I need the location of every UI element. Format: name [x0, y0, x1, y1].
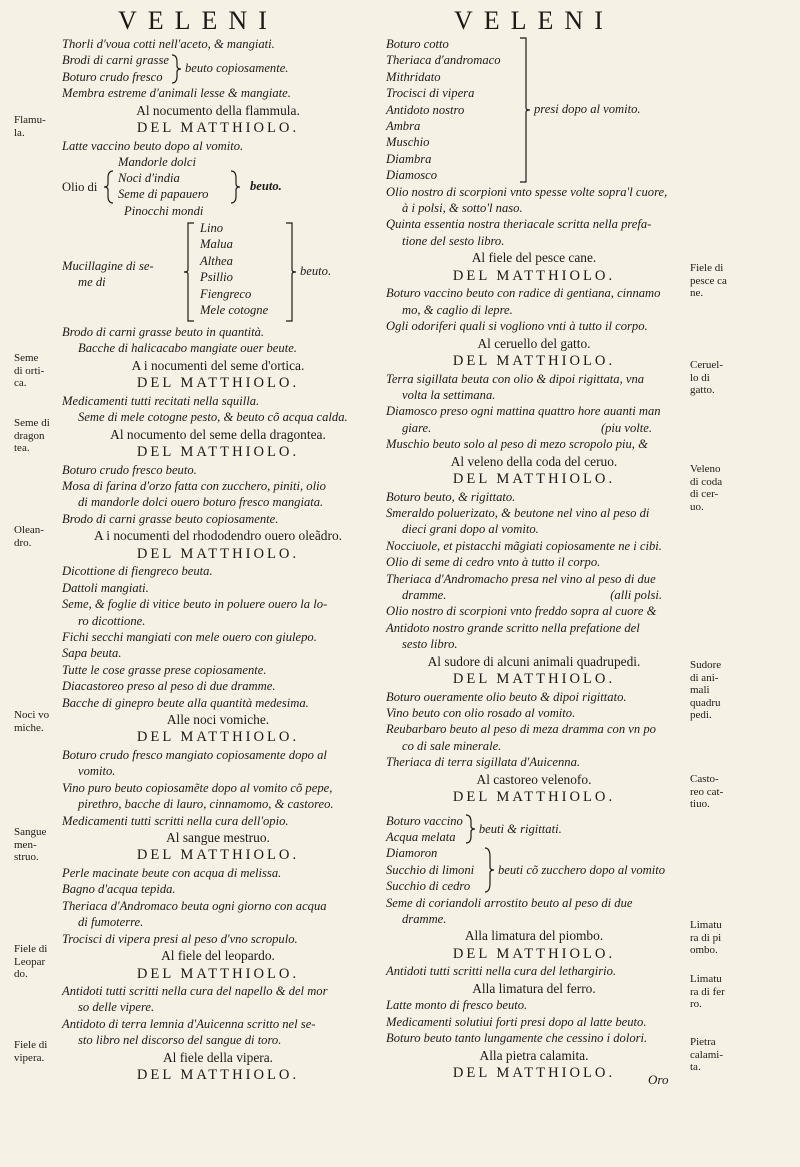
text-line: Medicamenti solutiui forti presi dopo al latte beuto.: [386, 1014, 647, 1029]
text-fragment: (alli polsi.: [610, 587, 662, 602]
margin-note: Ceruel- lo di gatto.: [690, 359, 723, 396]
section-caption: DEL MATTHIOLO.: [452, 353, 616, 369]
brace-item: Diamosco: [386, 168, 438, 183]
section-caption: DEL MATTHIOLO.: [452, 789, 616, 806]
brace-item: Mele cotogne: [200, 303, 269, 318]
section-title: Al veleno della coda del ceruo.: [450, 453, 618, 469]
section-title: Al nocumento della flammula.: [136, 102, 300, 118]
section-caption: DEL MATTHIOLO.: [452, 945, 616, 962]
brace-label: Mucillagine di se-: [62, 259, 154, 274]
text-line: volta la settimana.: [402, 387, 496, 402]
text-line: Membra estreme d'animali lesse & mangiate.: [62, 86, 291, 101]
brace-item: Succhio di cedro: [386, 879, 471, 894]
section-caption: DEL MATTHIOLO.: [136, 375, 300, 392]
right-brace-icon: [463, 814, 477, 844]
section-title: Al nocumento del seme della dragontea.: [110, 426, 326, 442]
brace-group: [386, 36, 682, 184]
margin-note: Limatu ra di pi ombo.: [690, 919, 722, 956]
text-line: Bacche di ginepro beute alla quantità medesima.: [62, 695, 309, 710]
brace-item: Acqua melata: [386, 830, 456, 845]
text-line: Dattoli mangiati.: [62, 580, 149, 595]
section-title: Al sangue mestruo.: [166, 829, 270, 845]
section-title: A i nocumenti del rhododendro ouero oleãdro.: [93, 528, 343, 544]
brace-item: Antidoto nostro: [386, 102, 465, 117]
brace-group: [62, 154, 374, 220]
margin-note: Seme di orti- ca.: [14, 352, 45, 389]
brace-result: beuto copiosamente.: [184, 61, 289, 76]
brace-group: [386, 813, 682, 846]
text-line: dramme.: [402, 912, 447, 927]
text-line: Antidoto nostro grande scritto nella prefatione del: [386, 620, 640, 635]
text-fragment: giare.: [402, 420, 432, 435]
text-line: Antidoti tutti scritti nella cura del napello & del mor: [62, 984, 328, 998]
section-caption: DEL MATTHIOLO.: [452, 1065, 616, 1082]
text-line: di fumoterre.: [78, 915, 144, 930]
brace-item: Seme di papauero: [118, 187, 209, 202]
brace-result: beuti & rigittati.: [478, 821, 562, 836]
text-line: Smeraldo poluerizato, & beutone nel vino al peso di: [386, 505, 650, 520]
text-line: co di sale minerale.: [402, 738, 502, 753]
brace-item: Lino: [200, 221, 224, 236]
section-caption: DEL MATTHIOLO.: [452, 671, 616, 688]
brace-item: Theriaca d'andromaco: [386, 53, 501, 68]
left-brace-icon: [182, 222, 196, 322]
margin-note: Veleno di coda di cer- uo.: [690, 463, 723, 513]
section-title: Al fiele della vipera.: [162, 1049, 274, 1065]
text-line: Theriaca d'Andromaco beuta ogni giorno con acqua: [62, 898, 327, 913]
brace-group: [62, 220, 374, 324]
text-line: Diamosco preso ogni mattina quattro hore auanti man: [386, 404, 661, 419]
text-line: Bacche di halicacabo mangiate ouer beute.: [78, 341, 297, 356]
text-line: Medicamenti tutti scritti nella cura dell'opio.: [62, 813, 289, 828]
brace-item: Malua: [200, 237, 233, 252]
text-line: mo, & caglio di lepre.: [402, 302, 513, 317]
text-line: Latte vaccino beuto dopo al vomito.: [62, 138, 244, 153]
brace-item: Althea: [200, 253, 233, 268]
text-line: so delle vipere.: [78, 1000, 155, 1015]
margin-note: Seme di dragon tea.: [14, 417, 50, 454]
margin-note: Fiele di vipera.: [14, 1039, 48, 1064]
section-caption: DEL MATTHIOLO.: [452, 267, 616, 284]
brace-result: presi dopo al vomito.: [534, 102, 641, 117]
section-caption: DEL MATTHIOLO.: [452, 471, 616, 488]
text-line: Boturo crudo fresco mangiato copiosamente dopo al: [62, 747, 327, 762]
brace-result: beuto.: [300, 264, 332, 279]
section-caption: DEL MATTHIOLO.: [136, 729, 300, 746]
margin-note: Fiele di Leopar do.: [14, 943, 48, 980]
text-line: Tutte le cose grasse prese copiosamente.: [62, 662, 267, 677]
left-brace-icon: [102, 170, 116, 204]
section-caption: DEL MATTHIOLO.: [136, 847, 300, 864]
brace-item: Psillio: [200, 270, 233, 285]
brace-label: me di: [78, 275, 106, 290]
right-brace-icon: [482, 847, 496, 893]
brace-group: [62, 52, 374, 85]
text-line: Bagno d'acqua tepida.: [62, 882, 176, 897]
text-line: Mosa di farina d'orzo fatta con zucchero, piniti, olio: [62, 479, 326, 494]
text-line: di mandorle dolci ouero boturo fresco mangiata.: [78, 495, 324, 510]
text-line: Latte monto di fresco beuto.: [386, 998, 528, 1013]
brace-label: Olio di: [62, 180, 98, 195]
section-caption: DEL MATTHIOLO.: [136, 1067, 300, 1084]
brace-item: Trocisci di vipera: [386, 86, 475, 101]
margin-note: Limatu ra di fer ro.: [690, 973, 725, 1010]
right-brace-icon: [518, 37, 532, 183]
margin-note: Pietra calami- ta.: [690, 1036, 723, 1073]
brace-item: Fiengreco: [200, 286, 252, 301]
text-line: Dicottione di fiengreco beuta.: [62, 564, 213, 579]
catchword: Oro: [648, 1072, 669, 1087]
right-brace-icon: [228, 170, 242, 204]
brace-item: Pinocchi mondi: [124, 204, 204, 219]
section-title: Alla limatura del ferro.: [472, 980, 596, 996]
text-line: Boturo beuto, & rigittato.: [386, 489, 516, 504]
brace-item: Succhio di limoni: [386, 862, 475, 877]
section-title: Al sudore di alcuni animali quadrupedi.: [427, 653, 641, 669]
section-title: Al fiele del leopardo.: [161, 948, 275, 963]
margin-note: Flamu- la.: [14, 114, 46, 139]
section-title: Alle noci vomiche.: [166, 711, 270, 727]
section-caption: DEL MATTHIOLO.: [136, 120, 300, 137]
section-title: Al fiele del pesce cane.: [471, 250, 597, 266]
text-line: [386, 587, 682, 603]
text-line: [386, 420, 682, 436]
text-line: Reubarbaro beuto al peso di meza dramma con vn po: [386, 722, 656, 737]
text-line: Brodo di carni grasse beuto in quantità.: [62, 325, 265, 340]
text-line: Boturo crudo fresco beuto.: [62, 462, 197, 477]
text-line: Boturo beuto tanto lungamente che cessino i dolori.: [386, 1031, 648, 1046]
text-line: sesto libro.: [402, 637, 458, 652]
text-line: Sapa beuta.: [62, 646, 122, 661]
text-line: Thorli d'voua cotti nell'aceto, & mangiati.: [62, 37, 275, 51]
right-brace-icon: [169, 54, 183, 84]
brace-group: [386, 845, 682, 894]
text-line: Theriaca di terra sigillata d'Auicenna.: [386, 755, 581, 770]
brace-item: Diambra: [386, 151, 432, 166]
text-line: dieci grani dopo al vomito.: [402, 522, 539, 537]
text-line: Olio nostro di scorpioni vnto freddo sopra al cuore &: [386, 604, 657, 619]
text-fragment: dramme.: [402, 587, 447, 602]
right-brace-icon: [284, 222, 298, 322]
text-line: Muschio beuto solo al peso di mezo scropolo piu, &: [386, 437, 648, 452]
brace-item: Brodi di carni grasse: [62, 53, 169, 68]
section-title: Alla pietra calamita.: [479, 1047, 589, 1063]
text-line: tione del sesto libro.: [402, 233, 505, 248]
text-line: Perle macinate beute con acqua di melissa.: [62, 865, 282, 880]
text-line: Theriaca d'Andromacho presa nel vino al peso di due: [386, 571, 656, 586]
brace-item: Boturo cotto: [386, 37, 449, 51]
text-line: Antidoto di terra lemnia d'Auicenna scritto nel se-: [62, 1016, 316, 1031]
section-caption: DEL MATTHIOLO.: [136, 444, 300, 461]
brace-item: Boturo vaccino: [386, 813, 463, 828]
section-caption: DEL MATTHIOLO.: [136, 965, 300, 982]
text-line: Seme, & foglie di vitice beuto in poluere ouero la lo-: [62, 597, 328, 612]
text-line: pirethro, bacche di lauro, cinnamomo, & castoreo.: [78, 797, 334, 812]
text-line: Terra sigillata beuta con olio & dipoi rigittata, vna: [386, 371, 645, 386]
left-column: [62, 36, 374, 1085]
text-line: Seme di coriandoli arrostito beuto al peso di due: [386, 895, 633, 910]
margin-note: Sudore di ani- mali quadru pedi.: [690, 659, 722, 721]
running-head-right: VELENI: [454, 6, 614, 35]
brace-item: Mithridato: [386, 69, 441, 84]
text-line: Vino puro beuto copiosamẽte dopo al vomito cõ pepe,: [62, 780, 333, 795]
section-title: Alla limatura del piombo.: [464, 928, 604, 944]
brace-result: beuto.: [250, 179, 282, 194]
margin-note: Casto- reo cat- tiuo.: [690, 773, 724, 810]
text-fragment: (piu volte.: [600, 420, 652, 435]
text-line: Diacastoreo preso al peso di due dramme.: [62, 679, 276, 694]
text-line: Medicamenti tutti recitati nella squilla.: [62, 393, 260, 408]
section-title: Al castoreo velenofo.: [476, 771, 592, 787]
text-line: Fichi secchi mangiati con mele ouero con giulepo.: [62, 629, 317, 644]
text-line: Olio di seme di cedro vnto à tutto il corpo.: [386, 555, 601, 570]
brace-item: Ambra: [386, 119, 421, 134]
brace-item: Mandorle dolci: [118, 155, 196, 170]
text-line: ro dicottione.: [78, 613, 146, 628]
text-line: Boturo oueramente olio beuto & dipoi rigittato.: [386, 689, 627, 704]
running-head-left: VELENI: [118, 6, 278, 35]
text-line: Quinta essentia nostra theriacale scritta nella prefa-: [386, 217, 652, 232]
margin-note: Sangue men- struo.: [14, 826, 47, 863]
brace-item: Diamoron: [386, 846, 438, 861]
text-line: Nocciuole, et pistacchi mãgiati copiosamente ne i cibi.: [386, 538, 662, 553]
brace-item: Muschio: [386, 135, 430, 150]
text-line: Antidoti tutti scritti nella cura del lethargirio.: [386, 964, 617, 979]
brace-result: beuti cõ zucchero dopo al vomito: [498, 862, 666, 877]
text-line: Olio nostro di scorpioni vnto spesse volte sopra'l cuore,: [386, 184, 668, 199]
text-line: vomito.: [78, 764, 116, 779]
text-line: Trocisci di vipera presi al peso d'vno scropulo.: [62, 931, 298, 946]
section-title: Al ceruello del gatto.: [477, 335, 591, 351]
text-line: Brodo di carni grasse beuto copiosamente.: [62, 511, 279, 526]
margin-note: Noci vo miche.: [14, 709, 50, 734]
text-line: à i polsi, & sotto'l naso.: [402, 201, 523, 216]
margin-note: Olean- dro.: [14, 524, 44, 549]
text-line: sto libro nel discorso del sangue di toro.: [78, 1033, 282, 1048]
text-line: Boturo vaccino beuto con radice di gentiana, cinnamo: [386, 286, 661, 301]
text-line: Ogli odoriferi quali si vogliono vnti à tutto il corpo.: [386, 319, 648, 334]
brace-item: Noci d'india: [118, 171, 180, 186]
section-title: A i nocumenti del seme d'ortica.: [131, 357, 305, 373]
right-column: [386, 36, 682, 1083]
text-line: Vino beuto con olio rosado al vomito.: [386, 706, 576, 720]
section-caption: DEL MATTHIOLO.: [136, 545, 300, 562]
margin-note: Fiele di pesce ca ne.: [690, 262, 727, 299]
text-line: Seme di mele cotogne pesto, & beuto cõ acqua calda.: [78, 410, 348, 425]
brace-item: Boturo crudo fresco: [62, 69, 163, 84]
